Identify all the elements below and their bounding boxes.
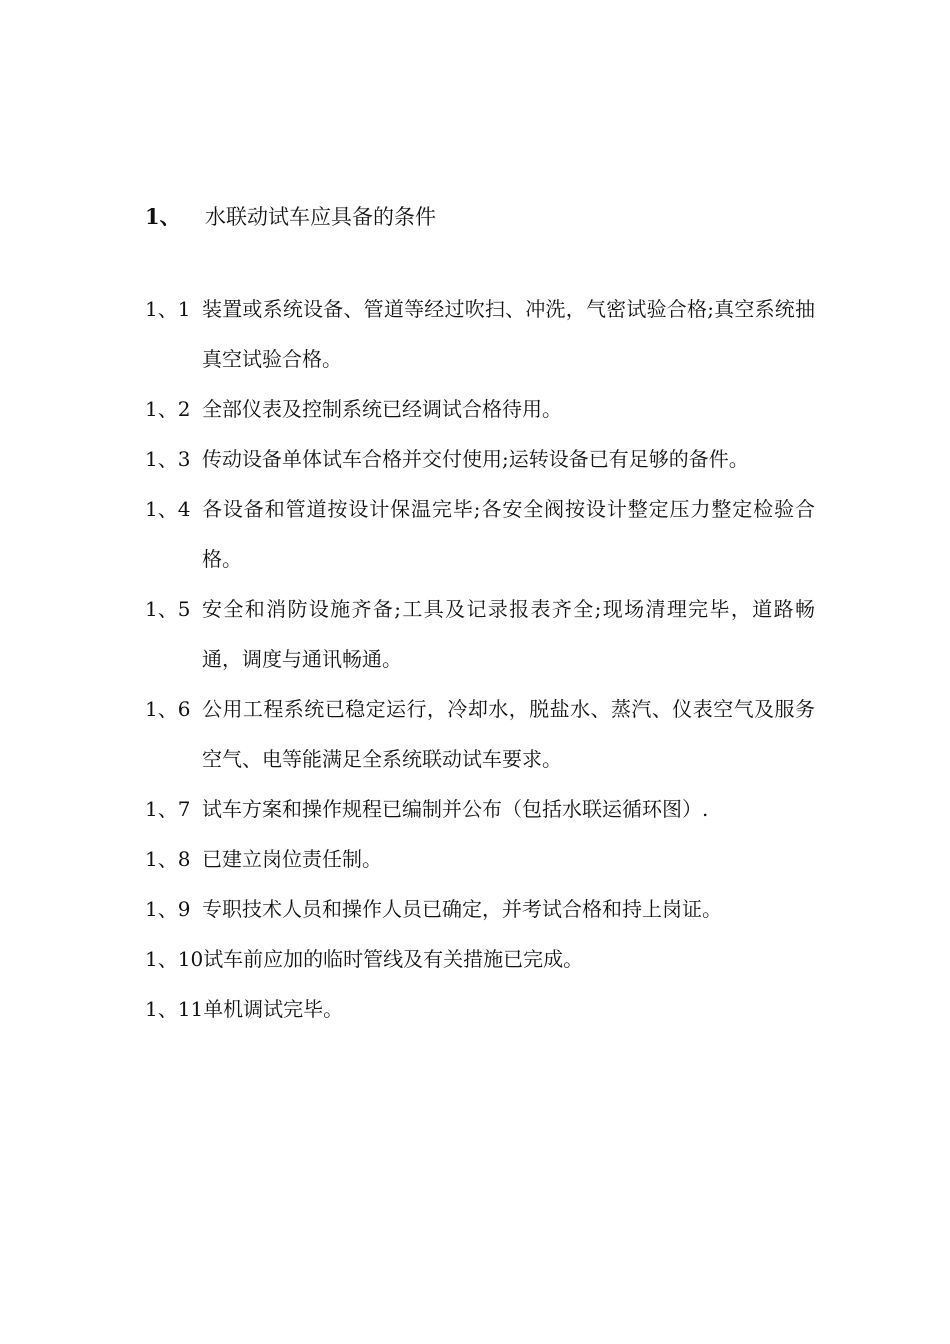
section-number: 1、 — [145, 204, 181, 229]
section-heading — [145, 200, 436, 234]
list-item — [145, 284, 815, 384]
list-item — [145, 834, 815, 884]
item-text: 试车前应加的临时管线及有关措施已完成。 — [203, 947, 584, 971]
item-number: 1、4 — [145, 497, 191, 521]
item-number: 1、9 — [145, 897, 191, 921]
item-number: 1、1 — [145, 297, 191, 321]
item-text: 试车方案和操作规程已编制并公布（包括水联运循环图）. — [202, 797, 709, 821]
list-item — [145, 384, 815, 434]
item-number: 1、7 — [145, 797, 191, 821]
item-text: 装置或系统设备、管道等经过吹扫、冲洗，气密试验合格;真空系统抽真空试验合格。 — [202, 297, 815, 371]
list-item — [145, 434, 815, 484]
item-text: 专职技术人员和操作人员已确定，并考试合格和持上岗证。 — [202, 897, 722, 921]
list-item — [145, 584, 815, 684]
item-number: 1、3 — [145, 447, 191, 471]
item-text: 安全和消防设施齐备;工具及记录报表齐全;现场清理完毕，道路畅通，调度与通讯畅通。 — [202, 597, 815, 671]
list-item — [145, 934, 815, 984]
list-item — [145, 784, 815, 834]
item-number: 1、5 — [145, 597, 191, 621]
item-number: 1、2 — [145, 397, 191, 421]
section-title: 水联动试车应具备的条件 — [205, 205, 436, 229]
list-item — [145, 884, 815, 934]
item-text: 各设备和管道按设计保温完毕;各安全阀按设计整定压力整定检验合格。 — [202, 497, 815, 571]
item-number: 1、8 — [145, 847, 191, 871]
item-number: 1、11 — [145, 997, 204, 1021]
item-text: 公用工程系统已稳定运行，冷却水，脱盐水、蒸汽、仪表空气及服务空气、电等能满足全系统联动试车要求。 — [202, 697, 815, 771]
item-text: 单机调试完毕。 — [203, 997, 344, 1021]
list-item — [145, 684, 815, 784]
list-item — [145, 984, 815, 1034]
item-text: 传动设备单体试车合格并交付使用;运转设备已有足够的备件。 — [202, 447, 749, 471]
item-text: 已建立岗位责任制。 — [202, 847, 382, 871]
item-number: 1、10 — [145, 947, 204, 971]
item-text: 全部仪表及控制系统已经调试合格待用。 — [202, 397, 562, 421]
conditions-list — [145, 284, 815, 1034]
item-number: 1、6 — [145, 697, 191, 721]
list-item — [145, 484, 815, 584]
